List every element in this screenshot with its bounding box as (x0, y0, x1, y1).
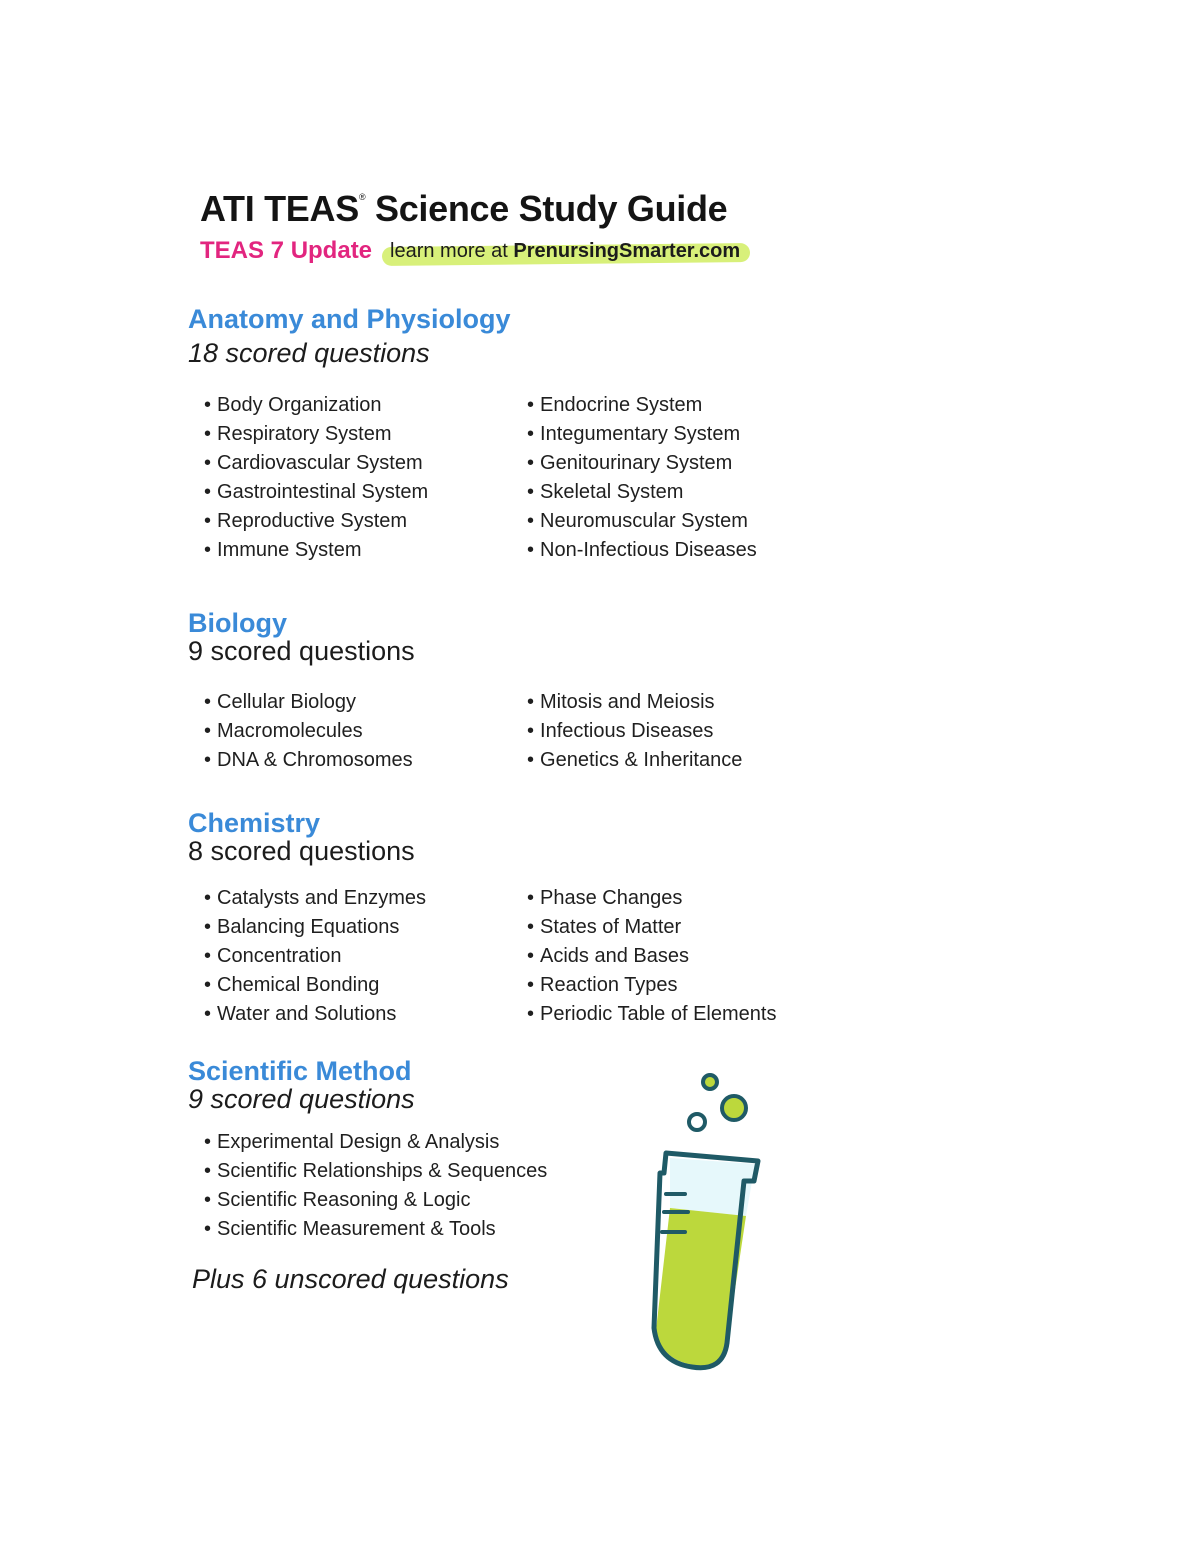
list-item: • Acids and Bases (527, 942, 776, 971)
bubbles-icon (689, 1075, 746, 1130)
site-name: PrenursingSmarter.com (513, 239, 741, 262)
update-label: TEAS 7 Update (200, 237, 373, 264)
anatomy-list-left (204, 391, 428, 565)
chemistry-list-right (527, 884, 776, 1029)
section-heading-anatomy: Anatomy and Physiology (188, 304, 511, 334)
list-item: • Water and Solutions (204, 1000, 426, 1029)
list-item: • Concentration (204, 942, 426, 971)
section-questions-anatomy: 18 scored questions (188, 338, 430, 368)
list-item: • Neuromuscular System (527, 507, 757, 536)
list-item: • Chemical Bonding (204, 971, 426, 1000)
list-item: • Skeletal System (527, 478, 757, 507)
list-item: • Genitourinary System (527, 449, 757, 478)
unscored-note: Plus 6 unscored questions (192, 1264, 509, 1294)
chemistry-list-left (204, 884, 426, 1029)
list-item: • Scientific Reasoning & Logic (204, 1186, 547, 1215)
list-item: • Catalysts and Enzymes (204, 884, 426, 913)
test-tube-icon (630, 1060, 780, 1380)
list-item: • Mitosis and Meiosis (527, 688, 742, 717)
list-item: • Respiratory System (204, 420, 428, 449)
list-item: • Periodic Table of Elements (527, 1000, 776, 1029)
list-item: • Macromolecules (204, 717, 413, 746)
section-questions-scientific-method: 9 scored questions (188, 1084, 415, 1114)
list-item: • Phase Changes (527, 884, 776, 913)
list-item: • States of Matter (527, 913, 776, 942)
biology-list-left (204, 688, 413, 775)
section-questions-biology: 9 scored questions (188, 636, 415, 666)
scientific-method-list (204, 1128, 547, 1244)
list-item: • Cellular Biology (204, 688, 413, 717)
list-item: • Reaction Types (527, 971, 776, 1000)
list-item: • Body Organization (204, 391, 428, 420)
page-title: ATI TEAS® Science Study Guide (200, 188, 728, 229)
list-item: • Balancing Equations (204, 913, 426, 942)
anatomy-list-right (527, 391, 757, 565)
list-item: • DNA & Chromosomes (204, 746, 413, 775)
section-heading-biology: Biology (188, 608, 287, 638)
section-heading-scientific-method: Scientific Method (188, 1056, 412, 1086)
list-item: • Cardiovascular System (204, 449, 428, 478)
subtitle-row (200, 234, 744, 268)
list-item: • Non-Infectious Diseases (527, 536, 757, 565)
list-item: • Reproductive System (204, 507, 428, 536)
list-item: • Gastrointestinal System (204, 478, 428, 507)
section-heading-chemistry: Chemistry (188, 808, 321, 838)
list-item: • Infectious Diseases (527, 717, 742, 746)
list-item: • Integumentary System (527, 420, 757, 449)
section-questions-chemistry: 8 scored questions (188, 836, 415, 866)
list-item: • Experimental Design & Analysis (204, 1128, 547, 1157)
list-item: • Endocrine System (527, 391, 757, 420)
list-item: • Scientific Measurement & Tools (204, 1215, 547, 1244)
list-item: • Immune System (204, 536, 428, 565)
biology-list-right (527, 688, 742, 775)
learn-more-link[interactable]: learn more at PrenursingSmarter.com (386, 238, 744, 265)
list-item: • Scientific Relationships & Sequences (204, 1157, 547, 1186)
list-item: • Genetics & Inheritance (527, 746, 742, 775)
